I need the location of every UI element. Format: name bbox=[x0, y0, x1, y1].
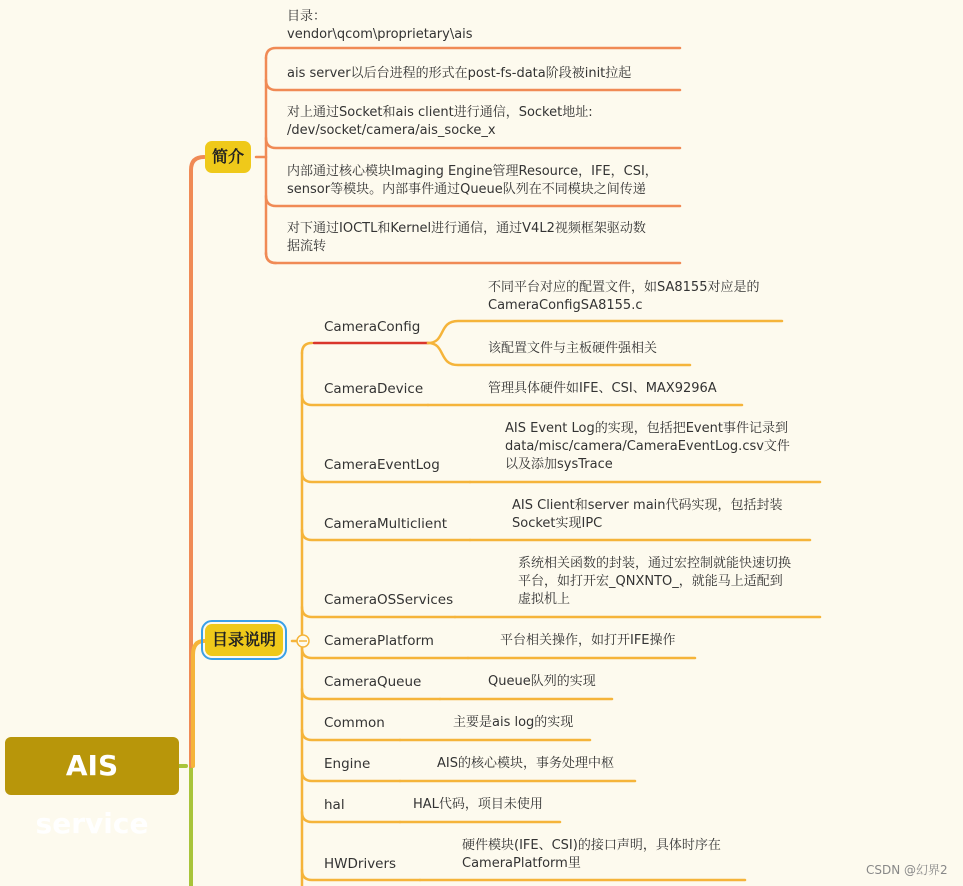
dir-desc-cameraconfig-line: 该配置文件与主板硬件强相关 bbox=[488, 341, 658, 356]
root-node[interactable]: AIS service bbox=[5, 737, 179, 795]
intro-item-1-line: 目录： bbox=[287, 9, 327, 24]
dir-desc-hwdrivers-line: CameraPlatform里 bbox=[462, 856, 581, 871]
intro-item-3[interactable] bbox=[287, 104, 593, 140]
dir-desc-cameramulticlient[interactable] bbox=[512, 497, 783, 533]
dir-desc-engine[interactable] bbox=[437, 755, 614, 773]
dir-desc-hwdrivers[interactable] bbox=[462, 837, 721, 873]
watermark: CSDN @幻界2 bbox=[866, 863, 948, 877]
dir-desc-cameraosservices-line: 系统相关函数的封装，通过宏控制就能快速切换 bbox=[518, 556, 792, 571]
intro-item-4-line: 内部通过核心模块Imaging Engine管理Resource，IFE，CSI， bbox=[287, 164, 658, 179]
dir-desc-cameraplatform[interactable] bbox=[500, 632, 676, 650]
dir-node-cameraosservices[interactable]: CameraOSServices bbox=[324, 592, 454, 608]
dir-desc-cameramulticlient-line: Socket实现IPC bbox=[512, 516, 603, 531]
dir-desc-engine-line: AIS的核心模块，事务处理中枢 bbox=[437, 756, 614, 771]
topic-intro[interactable]: 简介 bbox=[205, 141, 251, 173]
dir-desc-common[interactable] bbox=[453, 714, 573, 732]
dir-desc-hwdrivers-line: 硬件模块(IFE、CSI)的接口声明，具体时序在 bbox=[462, 838, 721, 853]
dir-desc-cameraeventlog-line: data/misc/camera/CameraEventLog.csv文件 bbox=[505, 439, 790, 454]
dir-node-cameraconfig[interactable]: CameraConfig bbox=[324, 319, 421, 335]
dir-node-cameraplatform[interactable]: CameraPlatform bbox=[324, 633, 434, 649]
dir-desc-common-line: 主要是ais log的实现 bbox=[453, 715, 574, 730]
dir-desc-cameraconfig[interactable] bbox=[488, 279, 759, 315]
intro-item-4[interactable] bbox=[287, 163, 658, 199]
dir-desc-cameraconfig-line: CameraConfigSA8155.c bbox=[488, 298, 643, 313]
intro-item-2-line: ais server以后台进程的形式在post-fs-data阶段被init拉起 bbox=[287, 66, 632, 81]
dir-desc-cameraeventlog-line: AIS Event Log的实现，包括把Event事件记录到 bbox=[505, 421, 788, 436]
dir-desc-cameraeventlog[interactable] bbox=[505, 420, 790, 474]
dir-desc-cameraqueue[interactable] bbox=[488, 673, 596, 691]
intro-item-3-line: 对上通过Socket和ais client进行通信，Socket地址: bbox=[287, 105, 593, 120]
dir-desc-cameramulticlient-line: AIS Client和server main代码实现，包括封装 bbox=[512, 498, 783, 513]
intro-item-5[interactable] bbox=[287, 220, 646, 256]
dir-desc-cameradevice[interactable] bbox=[488, 380, 717, 398]
dir-node-hal[interactable]: hal bbox=[324, 797, 345, 813]
dir-desc-cameradevice-line: 管理具体硬件如IFE、CSI、MAX9296A bbox=[488, 381, 717, 396]
intro-item-1[interactable] bbox=[287, 8, 473, 44]
dir-node-engine[interactable]: Engine bbox=[324, 756, 371, 772]
dir-desc-cameraqueue-line: Queue队列的实现 bbox=[488, 674, 596, 689]
intro-item-5-line: 对下通过IOCTL和Kernel进行通信，通过V4L2视频框架驱动数 bbox=[287, 221, 646, 236]
intro-item-5-line: 据流转 bbox=[287, 239, 327, 254]
dir-node-cameraqueue[interactable]: CameraQueue bbox=[324, 674, 422, 690]
dir-desc-cameraosservices-line: 虚拟机上 bbox=[518, 592, 571, 607]
dirs-branch-line bbox=[193, 641, 204, 766]
dir-node-cameradevice[interactable]: CameraDevice bbox=[324, 381, 424, 397]
dir-node-cameraeventlog[interactable]: CameraEventLog bbox=[324, 457, 440, 473]
dir-desc-hal[interactable] bbox=[413, 796, 543, 814]
dir-desc-cameraconfig-line: 不同平台对应的配置文件，如SA8155对应是的 bbox=[488, 280, 760, 295]
intro-item-4-line: sensor等模块。内部事件通过Queue队列在不同模块之间传递 bbox=[287, 182, 646, 197]
dir-desc-hal-line: HAL代码，项目未使用 bbox=[413, 797, 543, 812]
intro-item-2[interactable] bbox=[287, 65, 631, 83]
dir-node-common[interactable]: Common bbox=[324, 715, 385, 731]
dir-name-underline bbox=[302, 812, 400, 822]
dir-branch bbox=[302, 343, 312, 353]
dir-node-cameramulticlient[interactable]: CameraMulticlient bbox=[324, 516, 448, 532]
dir-desc-cameraeventlog-line: 以及添加sysTrace bbox=[505, 457, 613, 472]
topic-directory-description[interactable]: 目录说明 bbox=[205, 624, 283, 656]
intro-item-1-line: vendor\qcom\proprietary\ais bbox=[287, 27, 473, 42]
dir-desc-cameraosservices[interactable] bbox=[518, 555, 791, 609]
intro-item-3-line: /dev/socket/camera/ais_socke_x bbox=[287, 123, 496, 138]
intro-item-underline bbox=[266, 48, 680, 58]
dir-desc-cameraosservices-line: 平台，如打开宏_QNXNTO_，就能马上适配到 bbox=[518, 574, 783, 589]
dir-node-hwdrivers[interactable]: HWDrivers bbox=[324, 856, 397, 872]
dir-desc-cameraplatform-line: 平台相关操作，如打开IFE操作 bbox=[500, 633, 676, 648]
dir-desc-cameraconfig[interactable] bbox=[488, 340, 657, 358]
